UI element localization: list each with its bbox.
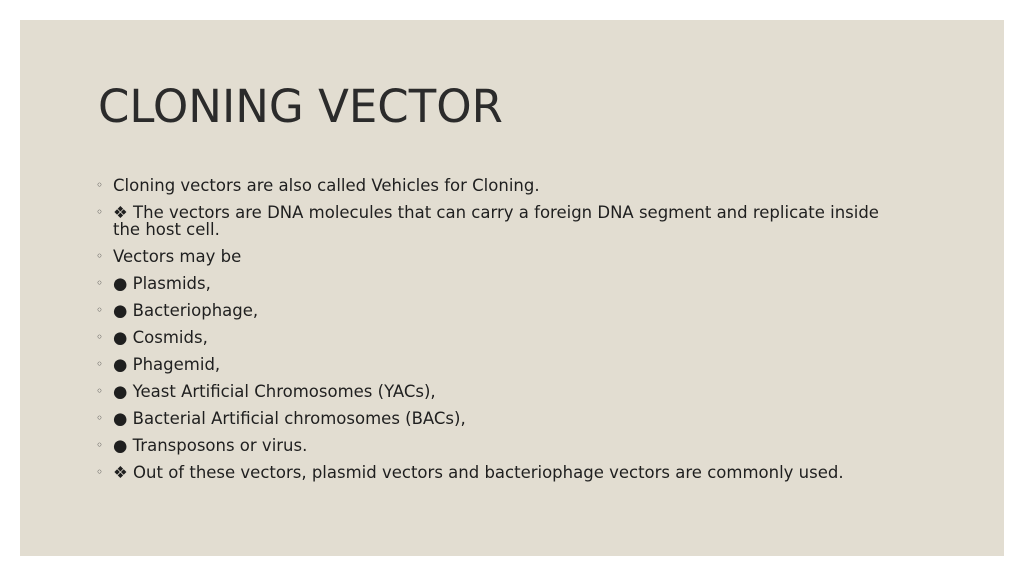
bullet-marker-icon: ◦ [96,384,104,398]
list-item-text: ❖ The vectors are DNA molecules that can carry a foreign DNA segment and replicate inside the host cell. [113,203,879,239]
list-item-text: Cloning vectors are also called Vehicles for Cloning. [113,176,540,195]
bullet-list [96,177,896,491]
list-item [96,302,896,319]
bullet-marker-icon: ◦ [96,178,104,192]
bullet-marker-icon: ◦ [96,303,104,317]
list-item [96,356,896,373]
list-item-text: ❖ Out of these vectors, plasmid vectors and bacteriophage vectors are commonly used. [113,463,844,482]
bullet-marker-icon: ◦ [96,249,104,263]
list-item-text: ● Phagemid, [113,355,221,374]
bullet-marker-icon: ◦ [96,205,104,219]
bullet-marker-icon: ◦ [96,438,104,452]
list-item-text: ● Plasmids, [113,274,211,293]
list-item [96,275,896,292]
list-item [96,329,896,346]
slide-title: CLONING VECTOR [98,80,503,133]
list-item-text: ● Bacteriophage, [113,301,259,320]
list-item [96,437,896,454]
list-item-text: ● Cosmids, [113,328,208,347]
list-item-text: ● Transposons or virus. [113,436,308,455]
list-item [96,204,896,238]
list-item-text: Vectors may be [113,247,242,266]
list-item [96,248,896,265]
list-item-text: ● Yeast Artificial Chromosomes (YACs), [113,382,436,401]
bullet-marker-icon: ◦ [96,357,104,371]
bullet-marker-icon: ◦ [96,276,104,290]
list-item [96,410,896,427]
bullet-marker-icon: ◦ [96,330,104,344]
bullet-marker-icon: ◦ [96,465,104,479]
list-item-text: ● Bacterial Artificial chromosomes (BACs), [113,409,466,428]
bullet-marker-icon: ◦ [96,411,104,425]
slide [20,20,1004,556]
list-item [96,464,896,481]
list-item [96,383,896,400]
list-item [96,177,896,194]
